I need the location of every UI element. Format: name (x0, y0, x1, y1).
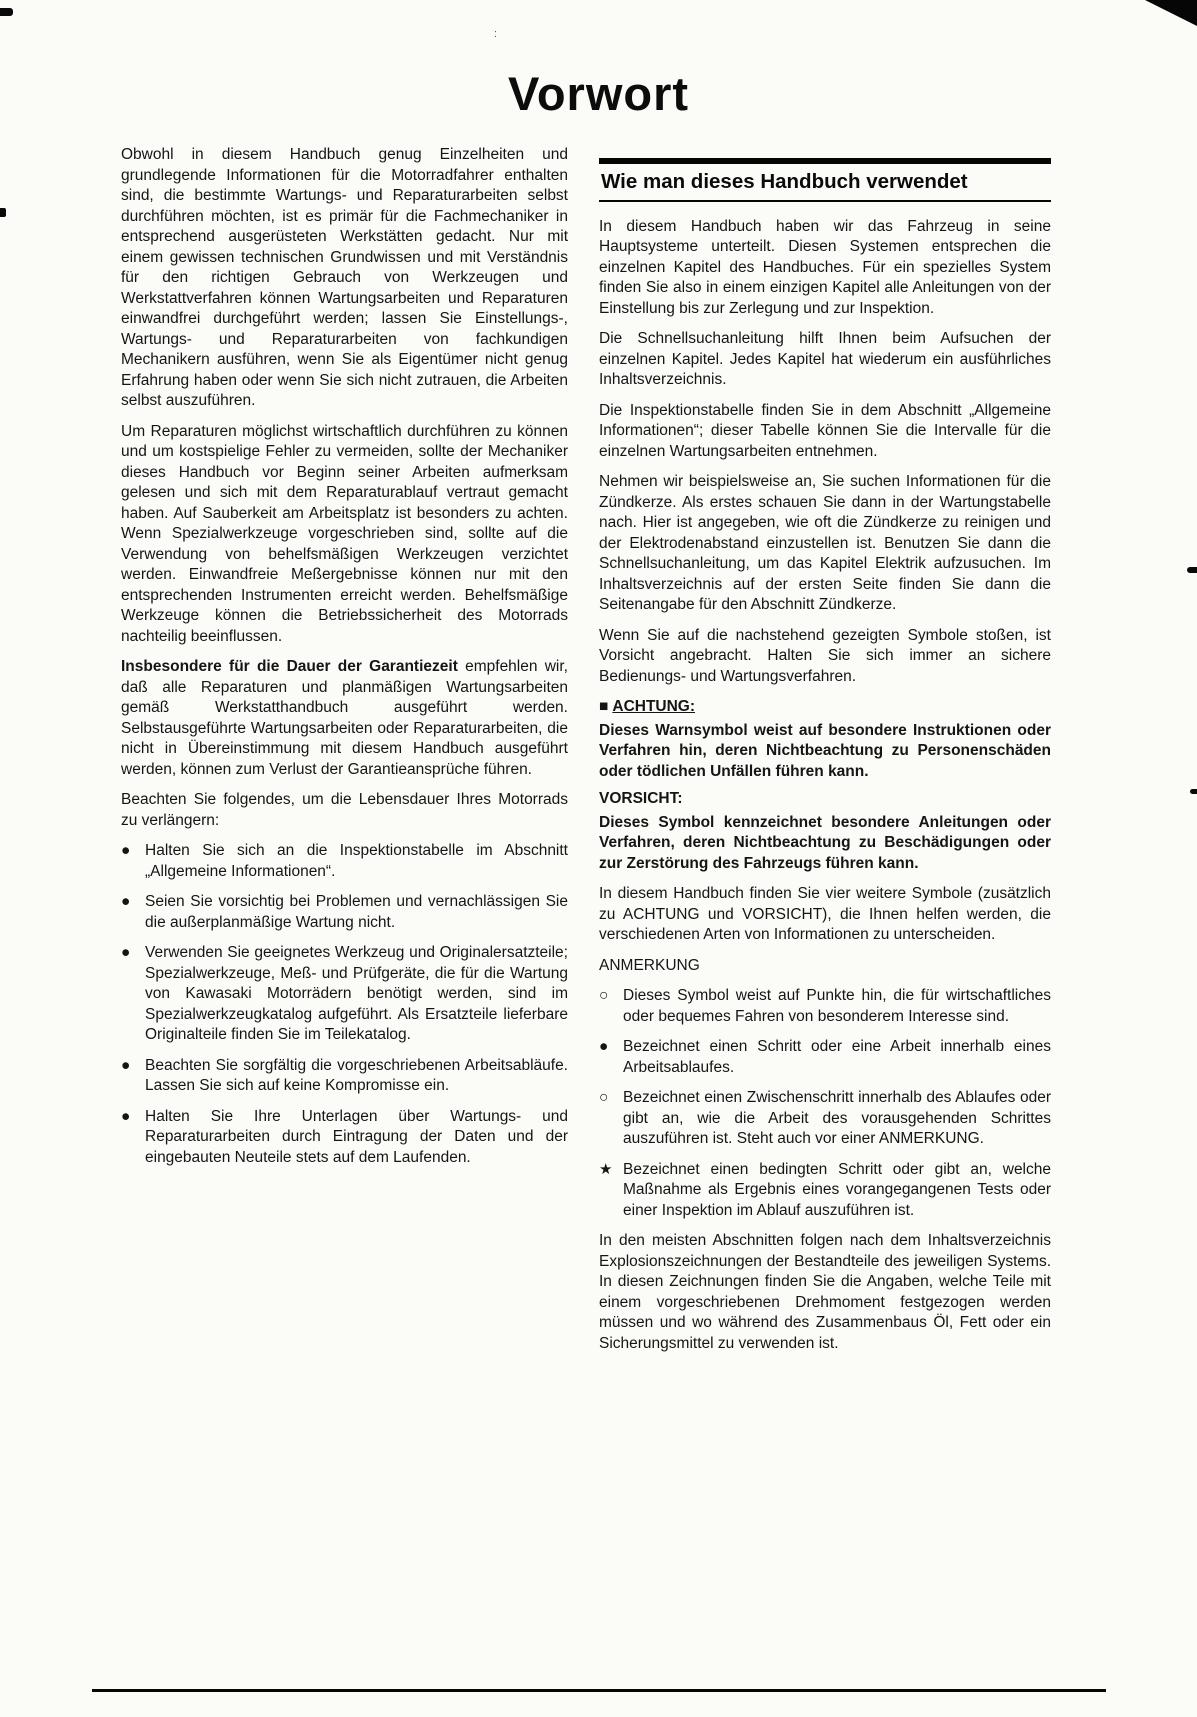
section-rule-bottom (599, 200, 1051, 202)
list-item (121, 841, 568, 882)
symbol-item-text: Dieses Symbol weist auf Punkte hin, die für wirtschaftliches oder bequemes Fahren von besonderem Interesse sind. (623, 987, 1051, 1025)
filled-circle-icon: ● (121, 842, 131, 859)
scan-artifact-mark (0, 8, 13, 16)
symbol-item (599, 1088, 1051, 1150)
list-item-text: Seien Sie vorsichtig bei Problemen und vernachlässigen Sie die außerplanmäßige Wartung nicht. (145, 893, 568, 931)
warranty-rest: empfehlen wir, daß alle Reparaturen und planmäßigen Wartungsarbeiten gemäß Werkstatthandbuch ausgeführt werden. Selbstausgeführte Wartungsarbeiten oder Reparaturarbeiten, die nicht in Übereinstimmung mit diesem Handbuch ausgeführt werden, können zum Verlust der Garantieansprüche führen. (121, 658, 568, 778)
list-item-text: Halten Sie sich an die Inspektionstabelle im Abschnitt „Allgemeine Informationen“. (145, 842, 568, 880)
list-item (121, 1107, 568, 1169)
right-column (599, 158, 1051, 1364)
filled-circle-icon: ● (121, 944, 131, 961)
paragraph-quickfinder: Die Schnellsuchanleitung hilft Ihnen beim Aufsuchen der einzelnen Kapitel. Jedes Kapitel hat wiederum ein ausführliches Inhaltsverzeichnis. (599, 330, 1051, 388)
list-item (121, 892, 568, 933)
scan-artifact-mark (0, 208, 6, 217)
paragraph-list-intro: Beachten Sie folgendes, um die Lebensdauer Ihres Motorrads zu verlängern: (121, 791, 568, 829)
anmerkung-label: ANMERKUNG (599, 956, 700, 974)
paragraph-warranty (121, 657, 568, 780)
paragraph-example: Nehmen wir beispielsweise an, Sie suchen Informationen für die Zündkerze. Als erstes schauen Sie dann in der Wartungstabelle nach. Hier ist angegeben, wie oft die Zündkerze zu reinigen und der Elektrodenabstand einzustellen ist. Benutzen Sie dann die Schnellsuchanleitung, um das Kapitel Elektrik aufzusuchen. Im Inhaltsverzeichnis auf der ersten Seite finden Sie dann die Seitenangabe für den Abschnitt Zündkerze. (599, 473, 1051, 613)
paragraph-systems: In diesem Handbuch haben wir das Fahrzeug in seine Hauptsysteme unterteilt. Diesen Systemen entsprechen die einzelnen Kapitel des Handbuches. Für ein spezielles System finden Sie also in einem einzigen Kapitel alle Anleitungen von der Einstellung bis zur Zerlegung und zur Inspektion. (599, 217, 1051, 317)
page-bottom-rule (92, 1689, 1106, 1692)
paragraph-exploded-views: In den meisten Abschnitten folgen nach dem Inhaltsverzeichnis Explosionszeichnungen der Bestandteile des jeweiligen Systems. In diesen Zeichnungen finden Sie die Angaben, welche Teile mit einem vorgeschriebenen Drehmoment festgezogen werden müssen und wo während des Zusammenbaus Öl, Fett oder ein Sicherungsmittel zu verwenden ist. (599, 1232, 1051, 1352)
page-title: Vorwort (507, 67, 690, 120)
symbol-item-text: Bezeichnet einen Zwischenschritt innerhalb des Ablaufes oder gibt an, wie die Arbeit des vorausgehenden Schrittes auszuführen ist. Steht auch vor einer ANMERKUNG. (623, 1089, 1051, 1147)
section-title: Wie man dieses Handbuch verwendet (601, 170, 968, 193)
filled-circle-icon: ● (599, 1038, 609, 1055)
vorsicht-body: Dieses Symbol kennzeichnet besondere Anleitungen oder Verfahren, deren Nichtbeachtung zu Beschädigungen oder zur Zerstörung des Fahrzeugs führen kann. (599, 813, 1051, 872)
paragraph-intro: Obwohl in diesem Handbuch genug Einzelheiten und grundlegende Informationen für die Motorradfahrer enthalten sind, die bestimmte Wartungs- und Reparaturarbeiten selbst durchführen möchten, ist es primär für die Fachmechaniker in entsprechend ausgerüsteten Werkstätten gedacht. Nur mit einem gewissen technischen Grundwissen und mit Verständnis für den richtigen Gebrauch von Werkzeugen und Werkstattverfahren können Wartungsarbeiten und Reparaturen einwandfrei durchgeführt werden; lassen Sie Einstellungs-, Wartungs- und Reparaturarbeiten von fachkundigen Mechanikern ausführen, wenn Sie als Eigentümer nicht genug Erfahrung haben oder wenn Sie sich nicht zutrauen, die Arbeiten selbst auszuführen. (121, 146, 568, 409)
symbol-item-text: Bezeichnet einen bedingten Schritt oder gibt an, welche Maßnahme als Ergebnis eines vorangegangenen Tests oder einer Inspektion im Ablauf auszuführen ist. (623, 1160, 1051, 1219)
symbol-item (599, 1037, 1051, 1078)
scan-artifact-corner (1145, 0, 1197, 26)
warranty-bold-lead: Insbesondere für die Dauer der Garantiezeit (121, 658, 458, 675)
filled-circle-icon: ● (121, 1056, 131, 1074)
left-column (121, 145, 568, 1178)
scan-artifact-colon: : (494, 28, 498, 40)
paragraph-symbols-intro: Wenn Sie auf die nachstehend gezeigten Symbole stoßen, ist Vorsicht angebracht. Halten Sie sich immer an sichere Bedienungs- und Wartungsverfahren. (599, 626, 1051, 685)
list-item-text: Halten Sie Ihre Unterlagen über Wartungs- und Reparaturarbeiten durch Eintragung der Daten und der eingebauten Neuteile stets auf dem Laufenden. (145, 1107, 568, 1166)
achtung-heading (599, 697, 1051, 718)
paragraph-inspection-table: Die Inspektionstabelle finden Sie in dem Abschnitt „Allgemeine Informationen“; dieser Tabelle können Sie die Intervalle für die einzelnen Wartungsarbeiten entnehmen. (599, 401, 1051, 460)
filled-circle-icon: ● (121, 893, 131, 910)
scan-artifact-mark (1187, 567, 1197, 573)
vorsicht-heading: VORSICHT: (599, 790, 683, 807)
list-item-text: Verwenden Sie geeignetes Werkzeug und Originalersatzteile; Spezialwerkzeuge, Meß- und Prüfgeräte, die für die Wartung von Kawasaki Motorrädern benötigt werden, sind im Spezialwerkzeugkatalog aufgeführt. Als Ersatzteile lieferbare Originalteile finden Sie im Teilekatalog. (145, 944, 568, 1043)
symbol-item (599, 1160, 1051, 1222)
star-icon: ★ (599, 1160, 613, 1178)
filled-circle-icon: ● (121, 1107, 131, 1125)
paragraph-repairs: Um Reparaturen möglichst wirtschaftlich durchführen zu können und um kostspielige Fehler zu vermeiden, sollte der Mechaniker dieses Handbuch vor Beginn seiner Arbeiten aufmerksam gelesen und sich mit dem Reparaturablauf vertraut gemacht haben. Auf Sauberkeit am Arbeitsplatz ist besonders zu achten. Wenn Spezialwerkzeuge vorgeschrieben sind, sollte auf die Verwendung von behelfsmäßigen Werkzeugen verzichtet werden. Einwandfreie Meßergebnisse können nur mit den entsprechenden Instrumenten erreicht werden. Behelfsmäßige Werkzeuge können die Betriebssicherheit des Motorrads nachteilig beeinflussen. (121, 422, 568, 645)
list-item-text: Beachten Sie sorgfältig die vorgeschriebenen Arbeitsabläufe. Lassen Sie sich auf keine Kompromisse ein. (145, 1056, 568, 1094)
achtung-label: ACHTUNG: (612, 698, 696, 715)
section-rule-top (599, 158, 1051, 164)
warning-square-icon: ■ (599, 698, 609, 715)
paragraph-more-symbols: In diesem Handbuch finden Sie vier weitere Symbole (zusätzlich zu ACHTUNG und VORSICHT), die Ihnen helfen werden, die verschiedenen Arten von Informationen zu unterscheiden. (599, 885, 1051, 943)
list-item (121, 1056, 568, 1097)
open-circle-icon: ○ (599, 1089, 609, 1106)
symbol-item (599, 986, 1051, 1027)
achtung-body: Dieses Warnsymbol weist auf besondere Instruktionen oder Verfahren hin, deren Nichtbeachtung zu Personenschäden oder tödlichen Unfällen führen kann. (599, 721, 1051, 780)
list-item (121, 943, 568, 1046)
scan-artifact-mark (1190, 789, 1197, 794)
symbol-item-text: Bezeichnet einen Schritt oder eine Arbeit innerhalb eines Arbeitsablaufes. (623, 1038, 1051, 1076)
open-circle-icon: ○ (599, 987, 609, 1004)
